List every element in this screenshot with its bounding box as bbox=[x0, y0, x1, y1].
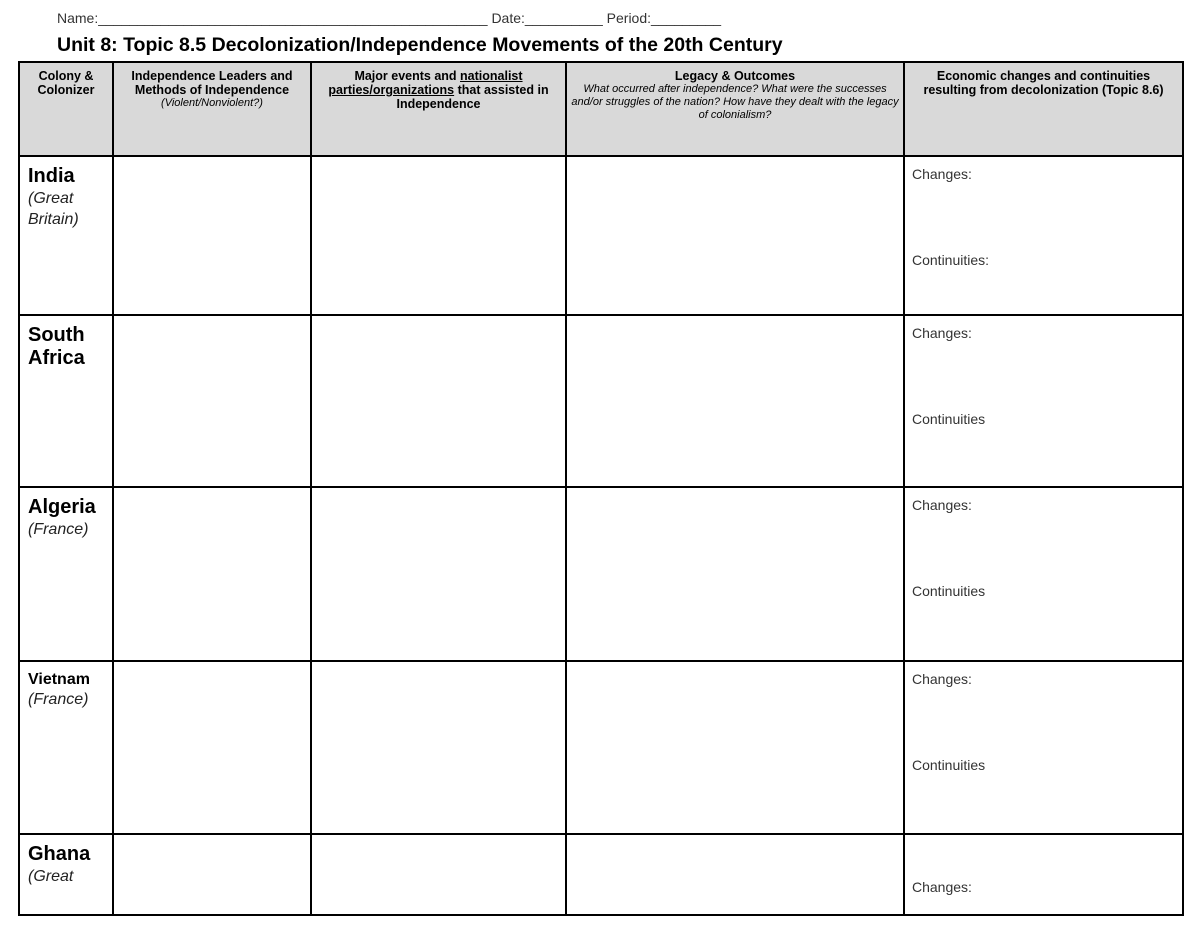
colony-name: Algeria bbox=[28, 496, 96, 518]
colony-cell bbox=[19, 315, 113, 487]
economic-cell[interactable] bbox=[904, 487, 1183, 661]
legacy-cell[interactable] bbox=[566, 315, 904, 487]
colony-cell bbox=[19, 661, 113, 834]
changes-label: Changes: bbox=[912, 325, 972, 341]
col-header-legacy-sub: What occurred after independence? What were the successes and/or struggles of the nation? How have they dealt with the legacy of colonialism? bbox=[571, 83, 899, 121]
underlined-phrase: nationalist parties/organizations bbox=[328, 69, 523, 97]
col-header-colony: Colony & Colonizer bbox=[19, 62, 113, 156]
col-header-leaders: Independence Leaders and Methods of Independence (Violent/Nonviolent?) bbox=[113, 62, 311, 156]
legacy-cell[interactable] bbox=[566, 661, 904, 834]
changes-label: Changes: bbox=[912, 166, 972, 182]
period-label: Period:_________ bbox=[606, 10, 722, 26]
name-label: Name:__________________________________________________ bbox=[57, 10, 488, 26]
colonizer-name: (France) bbox=[28, 521, 89, 538]
legacy-cell[interactable] bbox=[566, 487, 904, 661]
leaders-cell[interactable] bbox=[113, 487, 311, 661]
table-row bbox=[19, 315, 1183, 487]
changes-label: Changes: bbox=[912, 497, 972, 513]
economic-cell[interactable] bbox=[904, 156, 1183, 315]
changes-label: Changes: bbox=[912, 879, 972, 895]
colony-name: Ghana bbox=[28, 843, 91, 865]
colonizer-name: (Great bbox=[28, 868, 74, 885]
date-label: Date:__________ bbox=[491, 10, 603, 26]
changes-label: Changes: bbox=[912, 671, 972, 687]
table-row bbox=[19, 156, 1183, 315]
continuities-label: Continuities: bbox=[912, 252, 990, 268]
leaders-cell[interactable] bbox=[113, 156, 311, 315]
leaders-cell[interactable] bbox=[113, 315, 311, 487]
table-row bbox=[19, 834, 1183, 915]
events-cell[interactable] bbox=[311, 315, 566, 487]
colony-cell bbox=[19, 487, 113, 661]
events-cell[interactable] bbox=[311, 156, 566, 315]
col-header-legacy: Legacy & Outcomes What occurred after independence? What were the successes and/or struggles of the nation? How have they dealt with the legacy of colonialism? bbox=[566, 62, 904, 156]
legacy-cell[interactable] bbox=[566, 156, 904, 315]
continuities-label: Continuities bbox=[912, 411, 986, 427]
colony-cell bbox=[19, 834, 113, 915]
economic-cell[interactable] bbox=[904, 661, 1183, 834]
leaders-cell[interactable] bbox=[113, 661, 311, 834]
continuities-label: Continuities bbox=[912, 757, 986, 773]
page-title: Unit 8: Topic 8.5 Decolonization/Independence Movements of the 20th Century bbox=[57, 34, 783, 56]
events-cell[interactable] bbox=[311, 487, 566, 661]
table-row bbox=[19, 487, 1183, 661]
events-cell[interactable] bbox=[311, 661, 566, 834]
colony-name: Vietnam bbox=[28, 671, 90, 688]
leaders-cell[interactable] bbox=[113, 834, 311, 915]
colony-name: India bbox=[28, 165, 75, 187]
colonizer-name: (Great Britain) bbox=[28, 190, 79, 228]
economic-cell[interactable] bbox=[904, 315, 1183, 487]
col-header-economic: Economic changes and continuities resulting from decolonization (Topic 8.6) bbox=[904, 62, 1183, 156]
header-row bbox=[19, 62, 1183, 156]
events-cell[interactable] bbox=[311, 834, 566, 915]
colonizer-name: (France) bbox=[28, 691, 89, 708]
legacy-cell[interactable] bbox=[566, 834, 904, 915]
continuities-label: Continuities bbox=[912, 583, 986, 599]
col-header-leaders-sub: (Violent/Nonviolent?) bbox=[161, 97, 263, 109]
colony-cell bbox=[19, 156, 113, 315]
name-date-period-line bbox=[57, 10, 721, 26]
col-header-events: Major events and nationalist parties/organizations that assisted in Independence bbox=[311, 62, 566, 156]
economic-cell[interactable] bbox=[904, 834, 1183, 915]
colony-name: South Africa bbox=[28, 324, 85, 369]
decolonization-table bbox=[18, 61, 1184, 916]
table-row bbox=[19, 661, 1183, 834]
